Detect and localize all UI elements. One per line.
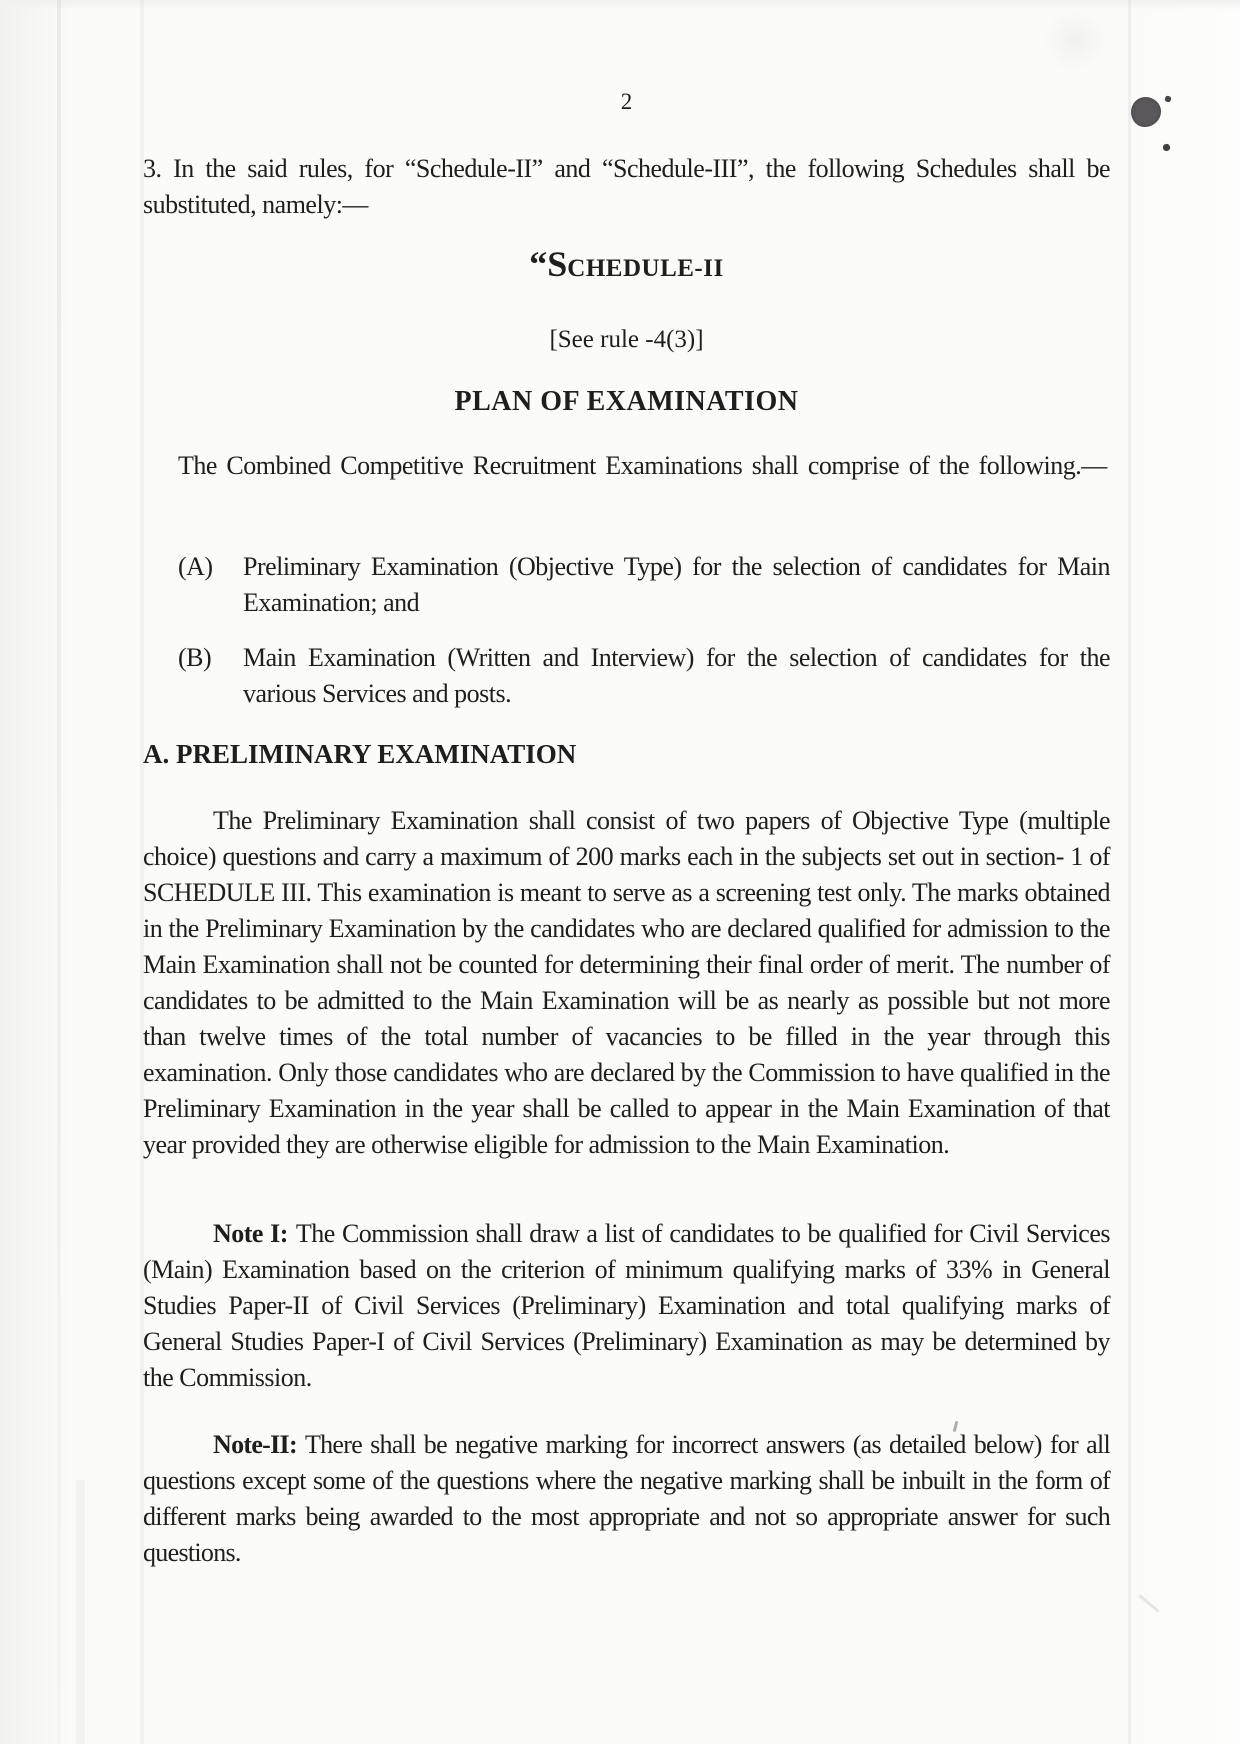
plan-of-examination-heading: PLAN OF EXAMINATION: [454, 386, 799, 417]
preliminary-body-paragraph: The Preliminary Examination shall consist of two papers of Objective Type (multiple choice) questions and carry a maximum of 200 marks each in the subjects set out in section- 1 of SCHEDULE III. This examination is meant to serve as a screening test only. The marks obtained in the Preliminary Examination by the candidates who are declared qualified for admission to the Main Examination shall not be counted for determining their final order of merit. The number of candidates to be admitted to the Main Examination will be as nearly as possible but not more than twelve times of the total number of vacancies to be filled in the year through this examination. Only those candidates who are declared by the Commission to have qualified in the Preliminary Examination in the year shall be called to appear in the Main Examination of that year provided they are otherwise eligible for admission to the Main Examination.: [143, 806, 1110, 1159]
preliminary-examination-heading: A. PRELIMINARY EXAMINATION: [143, 739, 577, 769]
ink-blob-artifact: [1131, 97, 1161, 127]
scan-scratch-artifact: [1138, 1594, 1160, 1613]
amendment-clause-paragraph: 3. In the said rules, for “Schedule-II” and “Schedule-III”, the following Schedules shall be substituted, namely:—: [143, 154, 1110, 219]
schedule-title-rest: CHEDULE-II: [567, 255, 724, 282]
note-1-text: The Commission shall draw a list of candidates to be qualified for Civil Services (Main) Examination based on the criterion of minimum qualifying marks of 33% in General Studies Paper-II of Civil Services (Preliminary) Examination and total qualifying marks of General Studies Paper-I of Civil Services (Preliminary) Examination as may be determined by the Commission.: [143, 1219, 1110, 1392]
scan-streak-artifact: [57, 0, 61, 1744]
note-2-label: Note-II:: [213, 1430, 297, 1459]
list-item-label: (B): [178, 643, 212, 672]
page-number: 2: [620, 89, 633, 114]
rule-reference: [See rule -4(3)]: [549, 326, 704, 353]
schedule-title: [143, 246, 1110, 287]
list-item-label: (A): [178, 552, 213, 581]
scan-streak-artifact: [76, 1480, 85, 1744]
note-2-text: There shall be negative marking for incorrect answers (as detailed below) for all questions except some of the questions where the negative marking shall be inbuilt in the form of different marks being awarded to the most appropriate and not so appropriate answer for such questions.: [143, 1430, 1110, 1567]
list-item-b: [143, 640, 1110, 712]
ink-dot-artifact: [1162, 143, 1170, 151]
list-item-a: [143, 549, 1110, 621]
list-item-text: Preliminary Examination (Objective Type) for the selection of candidates for Main Examination; and: [243, 552, 1110, 617]
list-item-text: Main Examination (Written and Interview) for the selection of candidates for the various Services and posts.: [243, 643, 1110, 708]
note-1-label: Note I:: [213, 1219, 288, 1248]
note-1-paragraph: [143, 1216, 1110, 1396]
note-2-paragraph: [143, 1427, 1110, 1571]
scan-streak-artifact: [1128, 0, 1131, 1744]
schedule-title-lead: “S: [529, 244, 568, 284]
intro-paragraph: The Combined Competitive Recruitment Examinations shall comprise of the following.—: [178, 451, 1107, 480]
ink-dot-artifact: [1164, 95, 1172, 103]
